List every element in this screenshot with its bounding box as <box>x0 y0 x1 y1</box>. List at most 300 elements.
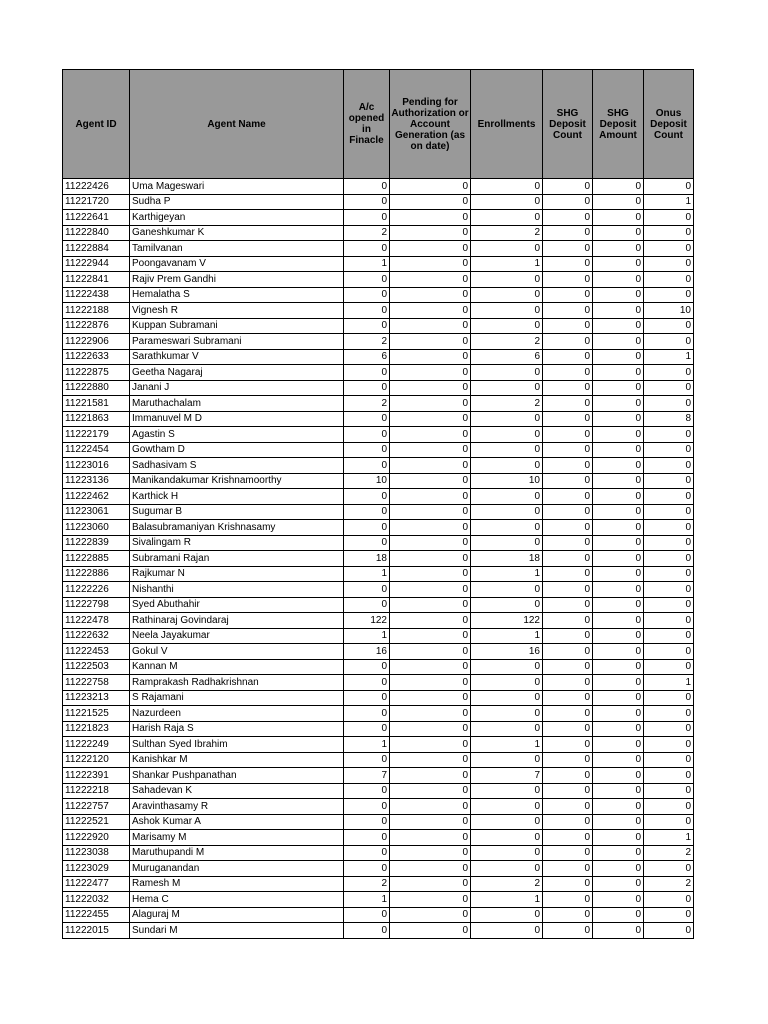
shg-deposit-count-cell: 0 <box>543 520 593 536</box>
onus-deposit-count-cell: 1 <box>644 349 694 365</box>
table-row <box>63 179 694 195</box>
shg-deposit-amount-cell: 0 <box>593 830 644 846</box>
agent-name-cell: S Rajamani <box>130 690 344 706</box>
onus-deposit-count-cell: 2 <box>644 876 694 892</box>
ac-opened-cell: 0 <box>344 907 390 923</box>
enrollments-cell: 0 <box>471 411 543 427</box>
enrollments-cell: 0 <box>471 504 543 520</box>
enrollments-cell: 1 <box>471 628 543 644</box>
ac-opened-cell: 0 <box>344 690 390 706</box>
agent-name-cell: Ashok Kumar A <box>130 814 344 830</box>
ac-opened-cell: 0 <box>344 783 390 799</box>
agent-name-cell: Sivalingam R <box>130 535 344 551</box>
agent-id-cell: 11222249 <box>63 737 130 753</box>
onus-deposit-count-cell: 0 <box>644 380 694 396</box>
onus-deposit-count-cell: 0 <box>644 799 694 815</box>
agent-name-cell: Kannan M <box>130 659 344 675</box>
onus-deposit-count-cell: 0 <box>644 210 694 226</box>
pending-cell: 0 <box>390 442 471 458</box>
enrollments-cell: 0 <box>471 365 543 381</box>
enrollments-cell: 0 <box>471 489 543 505</box>
agent-name-cell: Ganeshkumar K <box>130 225 344 241</box>
agent-name-cell: Syed Abuthahir <box>130 597 344 613</box>
ac-opened-cell: 0 <box>344 706 390 722</box>
enrollments-cell: 0 <box>471 179 543 195</box>
header-shg-deposit-amount: SHG Deposit Amount <box>593 70 644 179</box>
shg-deposit-amount-cell: 0 <box>593 179 644 195</box>
shg-deposit-amount-cell: 0 <box>593 241 644 257</box>
shg-deposit-count-cell: 0 <box>543 551 593 567</box>
agent-id-cell: 11222226 <box>63 582 130 598</box>
agent-name-cell: Tamilvanan <box>130 241 344 257</box>
agent-id-cell: 11222478 <box>63 613 130 629</box>
agent-name-cell: Sudha P <box>130 194 344 210</box>
enrollments-cell: 0 <box>471 272 543 288</box>
shg-deposit-amount-cell: 0 <box>593 799 644 815</box>
header-ac-opened: A/c opened in Finacle <box>344 70 390 179</box>
onus-deposit-count-cell: 0 <box>644 628 694 644</box>
ac-opened-cell: 0 <box>344 861 390 877</box>
agent-id-cell: 11223213 <box>63 690 130 706</box>
agent-name-cell: Karthigeyan <box>130 210 344 226</box>
shg-deposit-count-cell: 0 <box>543 256 593 272</box>
shg-deposit-amount-cell: 0 <box>593 876 644 892</box>
shg-deposit-amount-cell: 0 <box>593 737 644 753</box>
pending-cell: 0 <box>390 225 471 241</box>
agent-name-cell: Karthick H <box>130 489 344 505</box>
onus-deposit-count-cell: 0 <box>644 721 694 737</box>
agent-id-cell: 11222391 <box>63 768 130 784</box>
agent-id-cell: 11222798 <box>63 597 130 613</box>
shg-deposit-count-cell: 0 <box>543 783 593 799</box>
shg-deposit-amount-cell: 0 <box>593 861 644 877</box>
shg-deposit-amount-cell: 0 <box>593 473 644 489</box>
shg-deposit-count-cell: 0 <box>543 365 593 381</box>
agent-id-cell: 11222841 <box>63 272 130 288</box>
agent-id-cell: 11222462 <box>63 489 130 505</box>
onus-deposit-count-cell: 0 <box>644 241 694 257</box>
shg-deposit-amount-cell: 0 <box>593 814 644 830</box>
shg-deposit-amount-cell: 0 <box>593 582 644 598</box>
onus-deposit-count-cell: 0 <box>644 535 694 551</box>
shg-deposit-count-cell: 0 <box>543 535 593 551</box>
ac-opened-cell: 0 <box>344 442 390 458</box>
table-body <box>63 179 694 939</box>
table-row <box>63 768 694 784</box>
shg-deposit-amount-cell: 0 <box>593 768 644 784</box>
shg-deposit-count-cell: 0 <box>543 334 593 350</box>
onus-deposit-count-cell: 0 <box>644 334 694 350</box>
onus-deposit-count-cell: 0 <box>644 489 694 505</box>
agent-id-cell: 11222426 <box>63 179 130 195</box>
ac-opened-cell: 0 <box>344 659 390 675</box>
shg-deposit-amount-cell: 0 <box>593 380 644 396</box>
table-row <box>63 597 694 613</box>
pending-cell: 0 <box>390 845 471 861</box>
agent-name-cell: Rathinaraj Govindaraj <box>130 613 344 629</box>
ac-opened-cell: 10 <box>344 473 390 489</box>
ac-opened-cell: 0 <box>344 721 390 737</box>
agent-name-cell: Maruthupandi M <box>130 845 344 861</box>
onus-deposit-count-cell: 0 <box>644 318 694 334</box>
agent-name-cell: Nishanthi <box>130 582 344 598</box>
shg-deposit-amount-cell: 0 <box>593 225 644 241</box>
enrollments-cell: 0 <box>471 380 543 396</box>
agent-id-cell: 11222880 <box>63 380 130 396</box>
table-row <box>63 582 694 598</box>
enrollments-cell: 0 <box>471 520 543 536</box>
ac-opened-cell: 0 <box>344 504 390 520</box>
shg-deposit-amount-cell: 0 <box>593 551 644 567</box>
pending-cell: 0 <box>390 365 471 381</box>
agent-name-cell: Kanishkar M <box>130 752 344 768</box>
agent-name-cell: Rajkumar N <box>130 566 344 582</box>
agent-name-cell: Vignesh R <box>130 303 344 319</box>
enrollments-cell: 1 <box>471 566 543 582</box>
enrollments-cell: 16 <box>471 644 543 660</box>
table-row <box>63 690 694 706</box>
pending-cell: 0 <box>390 706 471 722</box>
agent-name-cell: Gokul V <box>130 644 344 660</box>
shg-deposit-count-cell: 0 <box>543 628 593 644</box>
table-row <box>63 194 694 210</box>
ac-opened-cell: 0 <box>344 923 390 939</box>
ac-opened-cell: 0 <box>344 845 390 861</box>
pending-cell: 0 <box>390 551 471 567</box>
shg-deposit-amount-cell: 0 <box>593 287 644 303</box>
ac-opened-cell: 0 <box>344 210 390 226</box>
pending-cell: 0 <box>390 504 471 520</box>
agent-id-cell: 11223061 <box>63 504 130 520</box>
onus-deposit-count-cell: 0 <box>644 892 694 908</box>
shg-deposit-amount-cell: 0 <box>593 427 644 443</box>
enrollments-cell: 6 <box>471 349 543 365</box>
pending-cell: 0 <box>390 799 471 815</box>
ac-opened-cell: 0 <box>344 520 390 536</box>
agent-name-cell: Parameswari Subramani <box>130 334 344 350</box>
enrollments-cell: 0 <box>471 752 543 768</box>
table-row <box>63 520 694 536</box>
ac-opened-cell: 0 <box>344 814 390 830</box>
table-row <box>63 535 694 551</box>
enrollments-cell: 0 <box>471 303 543 319</box>
pending-cell: 0 <box>390 318 471 334</box>
shg-deposit-count-cell: 0 <box>543 644 593 660</box>
onus-deposit-count-cell: 0 <box>644 256 694 272</box>
shg-deposit-count-cell: 0 <box>543 194 593 210</box>
pending-cell: 0 <box>390 892 471 908</box>
shg-deposit-count-cell: 0 <box>543 272 593 288</box>
onus-deposit-count-cell: 0 <box>644 861 694 877</box>
shg-deposit-count-cell: 0 <box>543 241 593 257</box>
pending-cell: 0 <box>390 396 471 412</box>
ac-opened-cell: 0 <box>344 303 390 319</box>
agent-id-cell: 11221525 <box>63 706 130 722</box>
ac-opened-cell: 2 <box>344 396 390 412</box>
enrollments-cell: 0 <box>471 799 543 815</box>
agent-id-cell: 11222840 <box>63 225 130 241</box>
onus-deposit-count-cell: 0 <box>644 907 694 923</box>
table-row <box>63 706 694 722</box>
table-row <box>63 721 694 737</box>
onus-deposit-count-cell: 1 <box>644 830 694 846</box>
shg-deposit-count-cell: 0 <box>543 504 593 520</box>
enrollments-cell: 122 <box>471 613 543 629</box>
onus-deposit-count-cell: 0 <box>644 752 694 768</box>
agent-id-cell: 11222632 <box>63 628 130 644</box>
ac-opened-cell: 0 <box>344 458 390 474</box>
ac-opened-cell: 0 <box>344 752 390 768</box>
enrollments-cell: 2 <box>471 334 543 350</box>
agent-name-cell: Sugumar B <box>130 504 344 520</box>
ac-opened-cell: 0 <box>344 380 390 396</box>
enrollments-cell: 0 <box>471 845 543 861</box>
onus-deposit-count-cell: 0 <box>644 272 694 288</box>
shg-deposit-count-cell: 0 <box>543 613 593 629</box>
table-row <box>63 861 694 877</box>
shg-deposit-count-cell: 0 <box>543 566 593 582</box>
shg-deposit-amount-cell: 0 <box>593 349 644 365</box>
agent-name-cell: Sarathkumar V <box>130 349 344 365</box>
agent-name-cell: Rajiv Prem Gandhi <box>130 272 344 288</box>
pending-cell: 0 <box>390 287 471 303</box>
pending-cell: 0 <box>390 752 471 768</box>
shg-deposit-amount-cell: 0 <box>593 334 644 350</box>
table-row <box>63 272 694 288</box>
agent-id-cell: 11222886 <box>63 566 130 582</box>
enrollments-cell: 0 <box>471 241 543 257</box>
pending-cell: 0 <box>390 272 471 288</box>
agent-id-cell: 11222633 <box>63 349 130 365</box>
shg-deposit-count-cell: 0 <box>543 830 593 846</box>
pending-cell: 0 <box>390 644 471 660</box>
agent-id-cell: 11222218 <box>63 783 130 799</box>
shg-deposit-amount-cell: 0 <box>593 675 644 691</box>
ac-opened-cell: 0 <box>344 411 390 427</box>
agent-name-cell: Ramesh M <box>130 876 344 892</box>
shg-deposit-count-cell: 0 <box>543 318 593 334</box>
shg-deposit-count-cell: 0 <box>543 458 593 474</box>
ac-opened-cell: 0 <box>344 427 390 443</box>
agent-id-cell: 11221581 <box>63 396 130 412</box>
shg-deposit-count-cell: 0 <box>543 349 593 365</box>
onus-deposit-count-cell: 0 <box>644 706 694 722</box>
ac-opened-cell: 0 <box>344 179 390 195</box>
shg-deposit-count-cell: 0 <box>543 706 593 722</box>
shg-deposit-count-cell: 0 <box>543 597 593 613</box>
agent-id-cell: 11221823 <box>63 721 130 737</box>
shg-deposit-count-cell: 0 <box>543 737 593 753</box>
shg-deposit-count-cell: 0 <box>543 582 593 598</box>
table-row <box>63 473 694 489</box>
agent-id-cell: 11222884 <box>63 241 130 257</box>
table-row <box>63 458 694 474</box>
enrollments-cell: 7 <box>471 768 543 784</box>
ac-opened-cell: 18 <box>344 551 390 567</box>
agent-name-cell: Kuppan Subramani <box>130 318 344 334</box>
table-row <box>63 241 694 257</box>
shg-deposit-count-cell: 0 <box>543 303 593 319</box>
agent-name-cell: Sulthan Syed Ibrahim <box>130 737 344 753</box>
enrollments-cell: 1 <box>471 256 543 272</box>
pending-cell: 0 <box>390 597 471 613</box>
enrollments-cell: 10 <box>471 473 543 489</box>
onus-deposit-count-cell: 1 <box>644 675 694 691</box>
onus-deposit-count-cell: 0 <box>644 597 694 613</box>
ac-opened-cell: 1 <box>344 628 390 644</box>
enrollments-cell: 0 <box>471 210 543 226</box>
table-row <box>63 923 694 939</box>
ac-opened-cell: 122 <box>344 613 390 629</box>
shg-deposit-count-cell: 0 <box>543 427 593 443</box>
shg-deposit-amount-cell: 0 <box>593 303 644 319</box>
pending-cell: 0 <box>390 582 471 598</box>
agent-name-cell: Hema C <box>130 892 344 908</box>
shg-deposit-amount-cell: 0 <box>593 194 644 210</box>
agent-name-cell: Marisamy M <box>130 830 344 846</box>
pending-cell: 0 <box>390 861 471 877</box>
ac-opened-cell: 0 <box>344 597 390 613</box>
ac-opened-cell: 0 <box>344 272 390 288</box>
agent-id-cell: 11222920 <box>63 830 130 846</box>
agent-id-cell: 11223016 <box>63 458 130 474</box>
agent-name-cell: Poongavanam V <box>130 256 344 272</box>
agent-id-cell: 11222454 <box>63 442 130 458</box>
table-row <box>63 287 694 303</box>
onus-deposit-count-cell: 0 <box>644 179 694 195</box>
table-row <box>63 814 694 830</box>
onus-deposit-count-cell: 0 <box>644 783 694 799</box>
onus-deposit-count-cell: 0 <box>644 442 694 458</box>
onus-deposit-count-cell: 0 <box>644 923 694 939</box>
enrollments-cell: 0 <box>471 675 543 691</box>
agent-name-cell: Gowtham D <box>130 442 344 458</box>
agent-name-cell: Sadhasivam S <box>130 458 344 474</box>
onus-deposit-count-cell: 0 <box>644 365 694 381</box>
onus-deposit-count-cell: 0 <box>644 737 694 753</box>
header-onus-deposit-count: Onus Deposit Count <box>644 70 694 179</box>
shg-deposit-amount-cell: 0 <box>593 783 644 799</box>
ac-opened-cell: 0 <box>344 287 390 303</box>
pending-cell: 0 <box>390 380 471 396</box>
shg-deposit-count-cell: 0 <box>543 861 593 877</box>
shg-deposit-count-cell: 0 <box>543 768 593 784</box>
table-row <box>63 334 694 350</box>
shg-deposit-amount-cell: 0 <box>593 752 644 768</box>
agent-name-cell: Uma Mageswari <box>130 179 344 195</box>
agent-name-cell: Sundari M <box>130 923 344 939</box>
table-row <box>63 504 694 520</box>
ac-opened-cell: 0 <box>344 535 390 551</box>
enrollments-cell: 0 <box>471 690 543 706</box>
agent-id-cell: 11222120 <box>63 752 130 768</box>
pending-cell: 0 <box>390 675 471 691</box>
table-row <box>63 256 694 272</box>
pending-cell: 0 <box>390 241 471 257</box>
enrollments-cell: 0 <box>471 458 543 474</box>
agent-id-cell: 11222944 <box>63 256 130 272</box>
enrollments-cell: 0 <box>471 907 543 923</box>
onus-deposit-count-cell: 0 <box>644 551 694 567</box>
pending-cell: 0 <box>390 907 471 923</box>
onus-deposit-count-cell: 0 <box>644 582 694 598</box>
agent-name-cell: Ramprakash Radhakrishnan <box>130 675 344 691</box>
shg-deposit-count-cell: 0 <box>543 489 593 505</box>
onus-deposit-count-cell: 0 <box>644 473 694 489</box>
table-row <box>63 907 694 923</box>
enrollments-cell: 0 <box>471 814 543 830</box>
shg-deposit-amount-cell: 0 <box>593 396 644 412</box>
shg-deposit-amount-cell: 0 <box>593 845 644 861</box>
onus-deposit-count-cell: 2 <box>644 845 694 861</box>
table-row <box>63 380 694 396</box>
shg-deposit-amount-cell: 0 <box>593 411 644 427</box>
pending-cell: 0 <box>390 613 471 629</box>
ac-opened-cell: 0 <box>344 675 390 691</box>
onus-deposit-count-cell: 0 <box>644 396 694 412</box>
shg-deposit-count-cell: 0 <box>543 659 593 675</box>
table-row <box>63 675 694 691</box>
agent-name-cell: Subramani Rajan <box>130 551 344 567</box>
table-row <box>63 489 694 505</box>
header-shg-deposit-count: SHG Deposit Count <box>543 70 593 179</box>
shg-deposit-amount-cell: 0 <box>593 690 644 706</box>
agent-id-cell: 11223136 <box>63 473 130 489</box>
pending-cell: 0 <box>390 194 471 210</box>
agent-id-cell: 11221720 <box>63 194 130 210</box>
shg-deposit-amount-cell: 0 <box>593 365 644 381</box>
table-row <box>63 318 694 334</box>
onus-deposit-count-cell: 0 <box>644 504 694 520</box>
shg-deposit-count-cell: 0 <box>543 845 593 861</box>
shg-deposit-count-cell: 0 <box>543 907 593 923</box>
table-row <box>63 566 694 582</box>
agent-name-cell: Geetha Nagaraj <box>130 365 344 381</box>
pending-cell: 0 <box>390 690 471 706</box>
agent-id-cell: 11223029 <box>63 861 130 877</box>
agent-name-cell: Hemalatha S <box>130 287 344 303</box>
table-row <box>63 830 694 846</box>
pending-cell: 0 <box>390 628 471 644</box>
table-row <box>63 892 694 908</box>
onus-deposit-count-cell: 0 <box>644 690 694 706</box>
agent-name-cell: Nazurdeen <box>130 706 344 722</box>
shg-deposit-count-cell: 0 <box>543 752 593 768</box>
table-row <box>63 628 694 644</box>
agent-id-cell: 11222032 <box>63 892 130 908</box>
onus-deposit-count-cell: 0 <box>644 520 694 536</box>
shg-deposit-count-cell: 0 <box>543 473 593 489</box>
pending-cell: 0 <box>390 783 471 799</box>
enrollments-cell: 0 <box>471 582 543 598</box>
agent-id-cell: 11222758 <box>63 675 130 691</box>
shg-deposit-amount-cell: 0 <box>593 504 644 520</box>
shg-deposit-count-cell: 0 <box>543 225 593 241</box>
ac-opened-cell: 0 <box>344 241 390 257</box>
agent-id-cell: 11223038 <box>63 845 130 861</box>
pending-cell: 0 <box>390 923 471 939</box>
ac-opened-cell: 16 <box>344 644 390 660</box>
enrollments-cell: 0 <box>471 194 543 210</box>
shg-deposit-count-cell: 0 <box>543 799 593 815</box>
pending-cell: 0 <box>390 210 471 226</box>
onus-deposit-count-cell: 0 <box>644 644 694 660</box>
enrollments-cell: 0 <box>471 442 543 458</box>
shg-deposit-amount-cell: 0 <box>593 923 644 939</box>
pending-cell: 0 <box>390 535 471 551</box>
pending-cell: 0 <box>390 520 471 536</box>
onus-deposit-count-cell: 0 <box>644 814 694 830</box>
